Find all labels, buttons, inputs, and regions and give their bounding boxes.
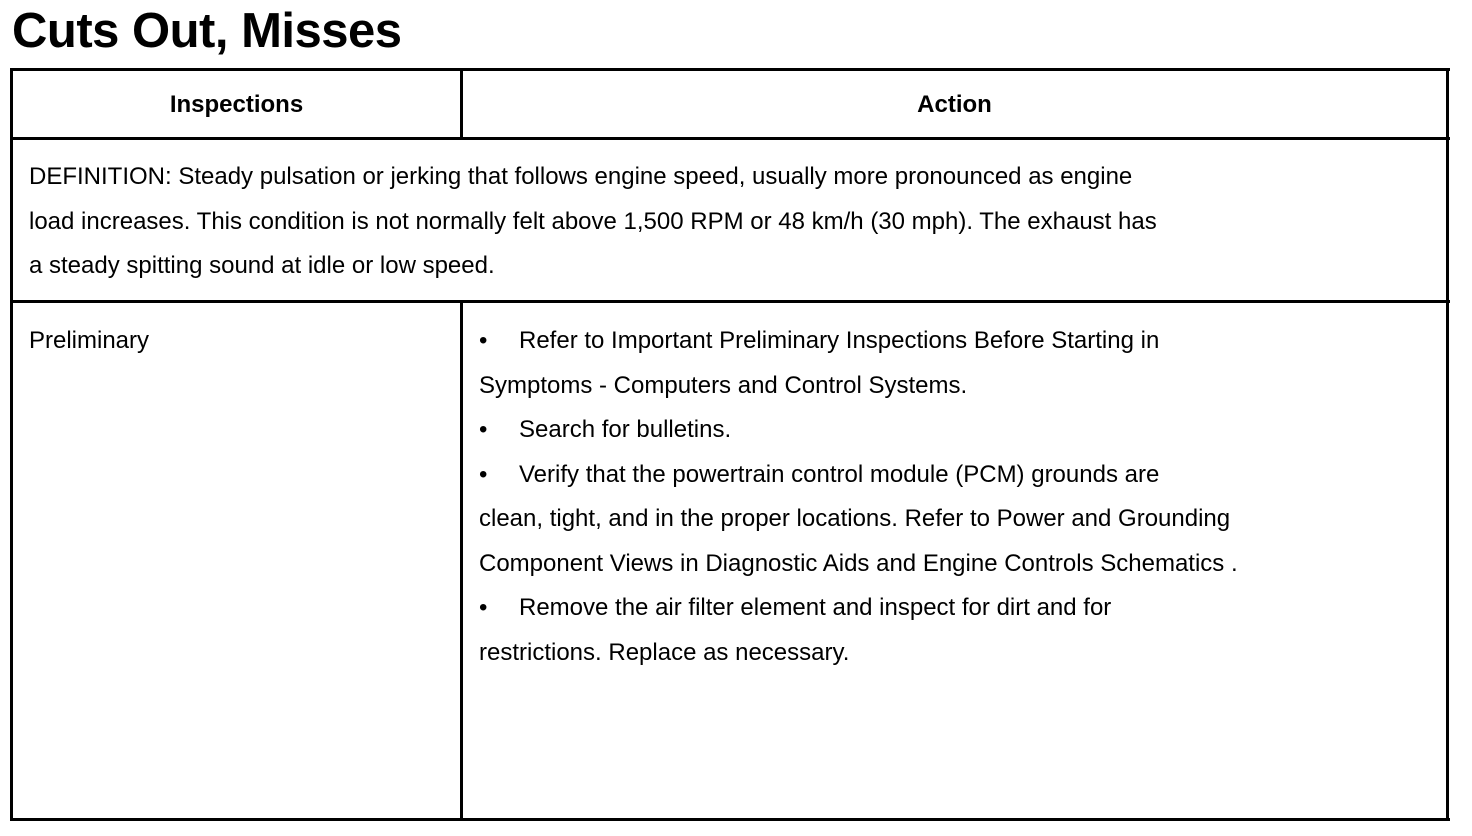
action-text-continuation: restrictions. Replace as necessary. [479,638,850,666]
table-definition-divider [10,300,1450,303]
action-text-continuation: Symptoms - Computers and Control Systems. [479,371,968,399]
action-text: Search for bulletins. [519,416,732,443]
table-border-top [10,68,1450,71]
header-inspections: Inspections [169,91,304,118]
bullet-glyph: • [479,416,488,443]
action-text: Remove the air filter element and inspect for dirt and for [519,594,1112,621]
action-bullet-item [479,453,1238,498]
action-text: Verify that the powertrain control module (PCM) grounds are [519,460,1160,488]
table-column-divider-body [460,300,463,821]
action-bullet-item [479,408,1238,453]
bullet-glyph: • [479,327,488,354]
action-text: Refer to Important Preliminary Inspections Before Starting in [519,327,1160,354]
action-bullet-item [479,319,1238,364]
action-text-continuation: clean, tight, and in the proper locations. Refer to Power and Grounding [479,505,1231,532]
definition-line: load increases. This condition is not normally felt above 1,500 RPM or 48 km/h (30 mph). The exhaust has [29,207,1157,235]
definition-text [29,155,1157,289]
action-text-continuation: Component Views in Diagnostic Aids and Engine Controls Schematics . [479,549,1238,577]
definition-line: a steady spitting sound at idle or low speed. [29,252,495,279]
bullet-glyph: • [479,594,488,621]
table-border-right [1446,68,1449,821]
page-title: Cuts Out, Misses [12,4,402,58]
table-border-left [10,68,13,821]
bullet-glyph: • [479,460,488,488]
table-border-bottom [10,818,1450,821]
inspection-cell-preliminary: Preliminary [29,327,150,354]
action-cell-preliminary [479,319,1238,675]
action-bullet-item [479,586,1238,631]
header-action: Action [917,91,992,118]
definition-line: DEFINITION: Steady pulsation or jerking that follows engine speed, usually more pronounced as engine [29,163,1133,190]
